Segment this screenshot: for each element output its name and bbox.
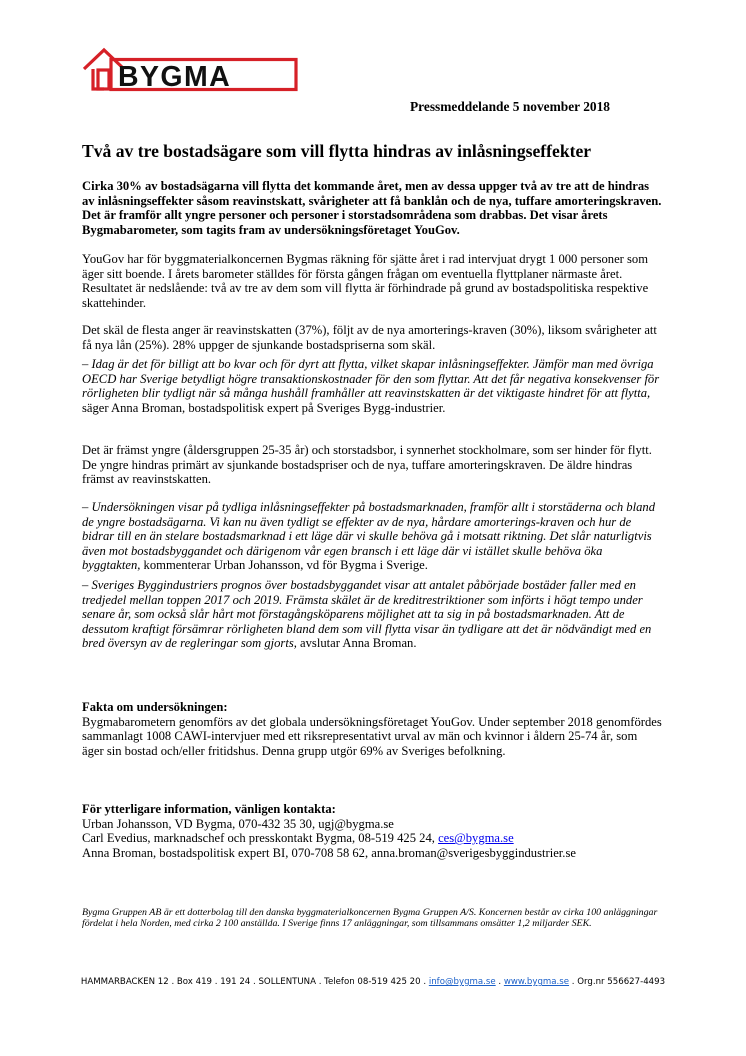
quote-attribution: säger Anna Broman, bostadspolitisk expert på Sveriges Bygg-industrier. [82,400,446,415]
body-paragraph-3: Det är främst yngre (åldersgruppen 25-35 år) och storstadsbor, i synnerhet stockholmare, som ser hinder för flytt. De yngre hindras primärt av sjunkande bostadspriser och de nya, tuffare amorteringskraven. De äldre hindras främst av reavinstskatten. [82,443,652,487]
footer-address [70,976,676,988]
facts-text: Bygmabarometern genomförs av det globala undersökningsföretaget YouGov. Under september 2018 genomfördes sammanlagt 1008 CAWI-intervjuer med ett riksrepresentativt urval av män och kvinnor i åldern 25-74 år, som äger sin bostad och/eller fritidshus. Denna grupp utgör 69% av Sveriges befolkning. [82,714,662,758]
address-text: HAMMARBACKEN 12 . Box 419 . 191 24 . SOLLENTUNA . Telefon 08-519 425 20 . [80,977,429,987]
contact-line-urban: Urban Johansson, VD Bygma, 070-432 35 30, ugj@bygma.se [82,816,394,831]
logo-text: BYGMA [118,61,232,93]
bygma-logo [82,44,298,94]
facts-section [82,700,662,758]
address-separator: . [495,977,504,987]
contact-section [82,802,662,860]
quote-anna-broman-2 [82,578,662,651]
quote-urban-johansson [82,500,662,573]
company-boilerplate: Bygma Gruppen AB är ett dotterbolag till den danska byggmaterialkoncernen Bygma Gruppen A/S. Koncernen består av cirka 100 anläggningar fördelat i hela Norden, med cirka 2 100 anställda. I Sverige finns 17 anläggningar, som tillsammans omsätter 1,2 miljarder SEK. [82,907,658,929]
contact-line-anna: Anna Broman, bostadspolitisk expert BI, 070-708 58 62, anna.broman@sverigesbyggindustrier.se [82,845,576,860]
press-release-date: Pressmeddelande 5 november 2018 [410,99,610,114]
body-paragraph-2: Det skäl de flesta anger är reavinstskatten (37%), följt av de nya amorterings-kraven (30%), liksom svårigheter att få nya lån (25%). 28% uppger de sjunkande bostadspriserna som skäl. [82,323,657,352]
lead-paragraph: Cirka 30% av bostadsägarna vill flytta det kommande året, men av dessa uppger två av tre att de hindras av inlåsningseffekter såsom reavinstskatt, svårigheter att få banklån och de nya, tuffare amorteringskraven. Det är framför allt yngre personer och personer i storstadsområdena som drabbas. Det visar årets Bygmabarometer, som tagits fram av undersökningsföretaget YouGov. [82,179,662,237]
contact-carl-text: Carl Evedius, marknadschef och presskontakt Bygma, 08-519 425 24, [82,831,439,846]
contact-line-carl [82,831,662,846]
contact-carl-email-link[interactable]: ces@bygma.se [438,831,514,846]
address-orgnr: . Org.nr 556627-4493 [569,977,666,987]
facts-heading: Fakta om undersökningen: [82,700,228,714]
quote-attribution: avslutar Anna Broman. [296,636,417,651]
quote-text: – Sveriges Byggindustriers prognos över bostadsbyggandet visar att antalet påbörjade bostäder faller med en tredjedel mellan toppen 2017 och 2019. Främsta skälet är de kreditrestriktioner som införts i högt tempo under senare år, som också slår hårt mot förstagångsköparens möjlighet att ta sig in på bostadsmarknaden. Att de dessutom kraftigt försämrar rörligheten bland dem som vill flytta visar än tydligare att det är nödvändigt med en bred översyn av de regleringar som gjorts, [82,578,652,651]
footer-email-link[interactable]: info@bygma.se [428,977,496,987]
headline: Två av tre bostadsägare som vill flytta hindras av inlåsningseffekter [82,141,592,161]
footer-website-link[interactable]: www.bygma.se [503,977,570,987]
contact-heading: För ytterligare information, vänligen kontakta: [82,802,336,816]
quote-anna-broman-1 [82,357,662,415]
body-paragraph-1: YouGov har för byggmaterialkoncernen Bygmas räkning för sjätte året i rad intervjuat drygt 1 000 personer som äger sitt boende. I årets barometer ställdes för första gången frågan om eventuella flyttplaner närmaste året. Resultatet är nedslående: två av tre av dem som vill flytta är förhindrade på grund av bostadspolitiska respektive skattehinder. [82,252,649,310]
quote-text: – Undersökningen visar på tydliga inlåsningseffekter på bostadsmarknaden, framför allt i storstäderna och bland de yngre bostadsägarna. Vi kan nu även tydligt se effekter av de nya, hårdare amorterings-kraven och hur de bidrar till en än stelare bostadsmarknad i ett läge där vi skulle behöva gå i motsatt riktning. Det slår naturligtvis även mot bostadsbyggandet och därigenom vår egen bransch i ett läge där vi istället skulle behöva öka byggtakten, [82,500,655,573]
quote-attribution: kommenterar Urban Johansson, vd för Bygma i Sverige. [140,558,428,573]
quote-text: – Idag är det för billigt att bo kvar och för dyrt att flytta, vilket skapar inlåsningseffekter. Jämför man med övriga OECD har Sverige betydligt högre transaktionskostnader för den som flyttar. Att det får negativa konsekvenser för rörligheten blir tydligt när så många hushåll framhåller att reavinstskatten är det viktigaste hindret för att flytta, [82,357,660,401]
